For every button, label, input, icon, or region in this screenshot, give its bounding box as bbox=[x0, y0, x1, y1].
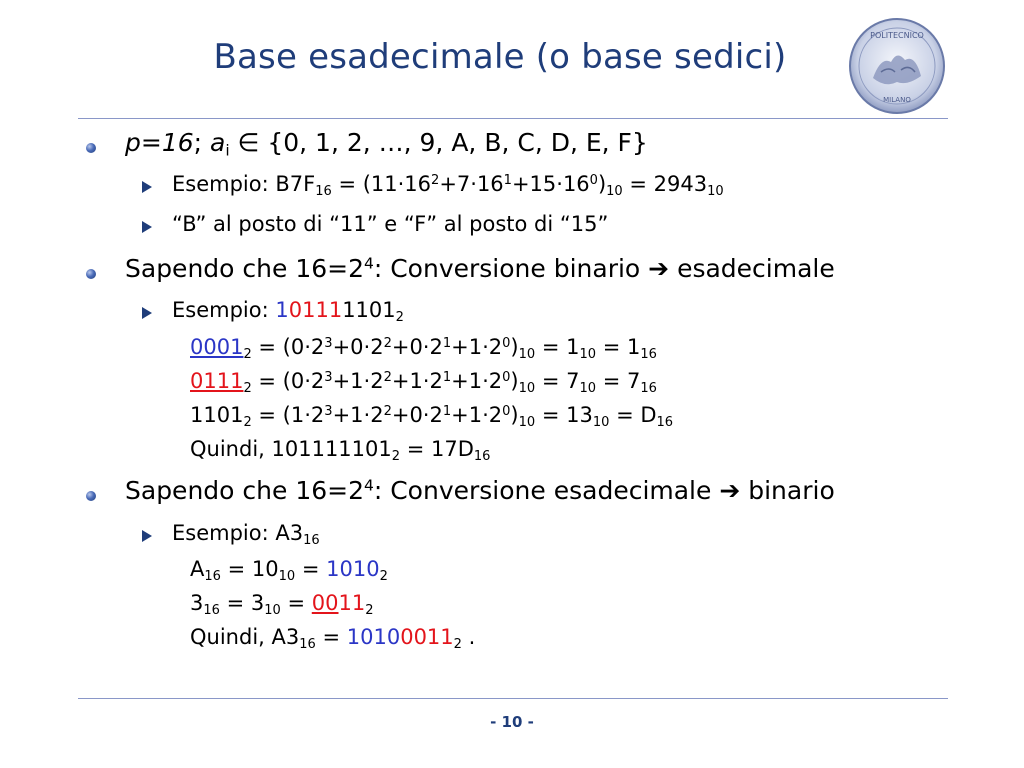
bullet-3-sub-1: Esempio: $A3_{16}$ bbox=[172, 521, 320, 548]
bullet-1-sub-2: “B” al posto di “11” e “F” al posto di “15” bbox=[172, 212, 609, 236]
sub-arrow-1-1 bbox=[142, 181, 152, 193]
conversion-line-1101: $1101_2 = (1\cdot 2^3+1\cdot 2^2+0\cdot 2^1+1\cdot 2^0)_{10} = 13_{10} = D_{16}$ bbox=[190, 403, 674, 430]
bottom-divider bbox=[78, 698, 948, 699]
bullet-3-text: Sapendo che $16=2^4$: Conversione esadecimale ➔ binario bbox=[125, 476, 835, 505]
bullet-1-text: p=16; $a_i$ ∈ {0, 1, 2, …, 9, A, B, C, D, E, F} bbox=[125, 128, 648, 160]
slide-title: Base esadecimale (o base sedici) bbox=[213, 37, 787, 77]
politecnico-logo bbox=[847, 16, 947, 116]
bullet-2-text: Sapendo che $16=2^4$: Conversione binario ➔ esadecimale bbox=[125, 254, 835, 283]
sub-arrow-2-1 bbox=[142, 307, 152, 319]
conversion-line-0111: $0111_2 = (0\cdot 2^3+1\cdot 2^2+1\cdot 2^1+1\cdot 2^0)_{10} = 7_{10} = 7_{16}$ bbox=[190, 369, 657, 396]
hex-A-line: $A_{16} = 10_{10} = 1010_2$ bbox=[190, 557, 388, 584]
conversion-result-line: Quindi, $101111101_2 = 17D_{16}$ bbox=[190, 437, 491, 464]
arrow-right-icon: ➔ bbox=[648, 254, 670, 283]
bullet-1-sub-1: Esempio: $B7F_{16} = (11\cdot 16^2+7\cdot 16^1+15\cdot 16^0)_{10} = 2943_{10}$ bbox=[172, 172, 724, 199]
bullet-dot-1 bbox=[86, 143, 96, 153]
conversion-line-0001: $0001_2 = (0\cdot 2^3+0\cdot 2^2+0\cdot 2^1+1\cdot 2^0)_{10} = 1_{10} = 1_{16}$ bbox=[190, 335, 657, 362]
sub-arrow-3-1 bbox=[142, 530, 152, 542]
arrow-right-icon: ➔ bbox=[719, 476, 741, 505]
hex-result-line: Quindi, $A3_{16} = 10100011_2$ . bbox=[190, 625, 476, 652]
sub-arrow-1-2 bbox=[142, 221, 152, 233]
bullet-dot-3 bbox=[86, 491, 96, 501]
logo-text-bottom: MILANO bbox=[883, 96, 911, 104]
hex-3-line: $3_{16} = 3_{10} = 0011_2$ bbox=[190, 591, 374, 618]
bullet-2-sub-1: Esempio: $101111101_2$ bbox=[172, 298, 404, 325]
logo-text-top: POLITECNICO bbox=[870, 31, 924, 40]
bullet-dot-2 bbox=[86, 269, 96, 279]
page-number: - 10 - bbox=[490, 713, 534, 731]
top-divider bbox=[78, 118, 948, 119]
